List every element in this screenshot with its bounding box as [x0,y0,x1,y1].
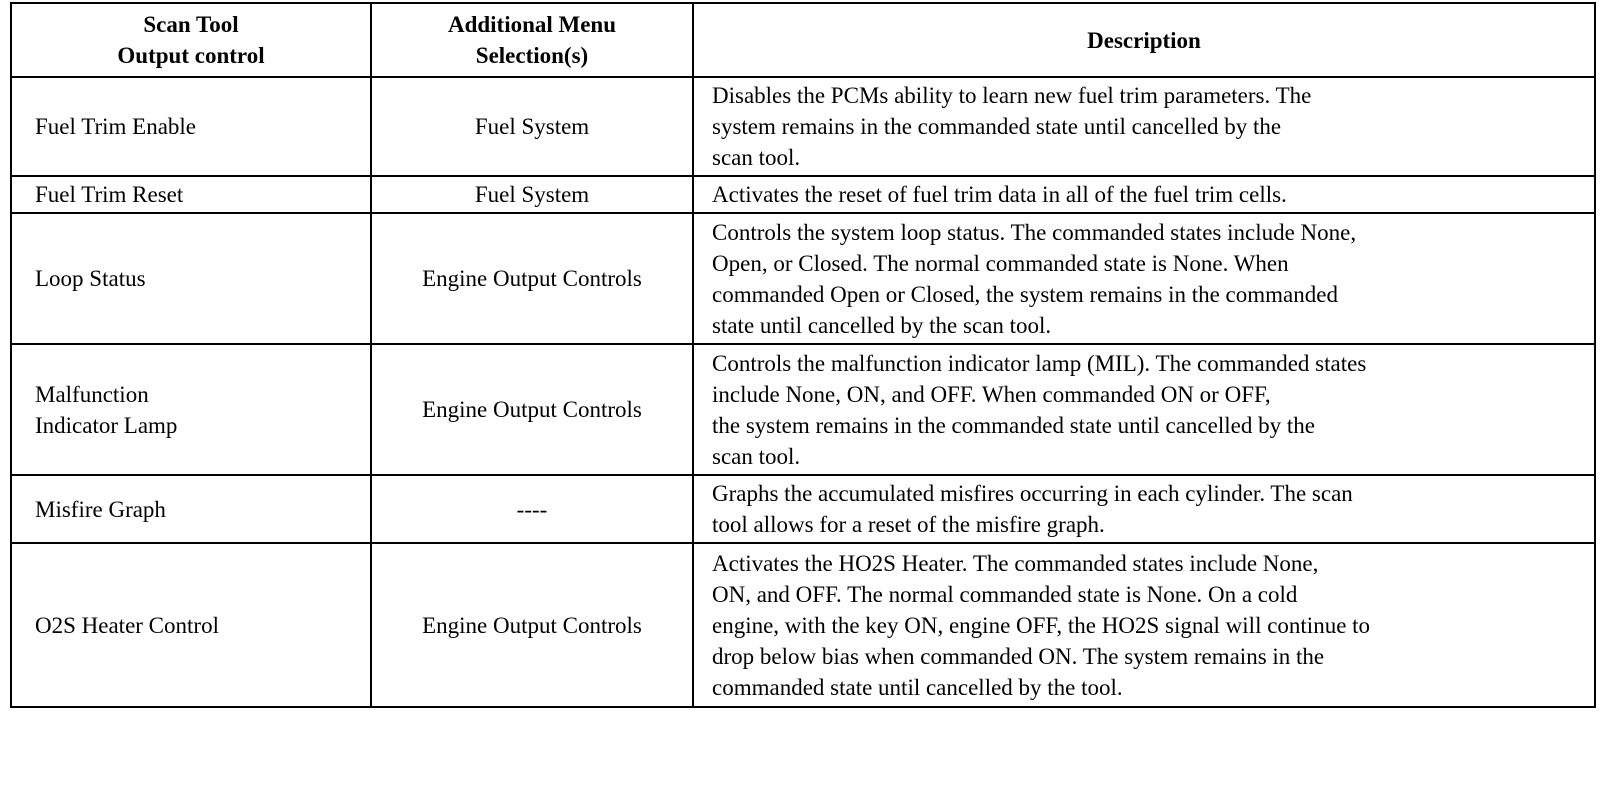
cell-description [693,475,1595,543]
cell-line: Malfunction [35,381,149,407]
cell-output-control [11,475,371,543]
header-line: Description [1087,27,1201,53]
table-row [11,543,1595,707]
cell-line: Open, or Closed. The normal commanded state is None. When [712,250,1289,276]
cell-line: commanded state until cancelled by the tool. [712,674,1123,700]
header-line: Selection(s) [475,43,589,68]
cell-line: Disables the PCMs ability to learn new fuel trim parameters. The [712,83,1312,108]
header-menu-selection [371,3,693,77]
table-row [11,475,1595,543]
cell-output-control [11,213,371,344]
cell-line: engine, with the key ON, engine OFF, the HO2S signal will continue to [712,612,1371,638]
cell-description [693,543,1595,707]
cell-menu-selection: ---- [371,475,693,543]
header-description [693,3,1595,77]
header-line: Scan Tool [143,12,239,37]
cell-line: the system remains in the commanded state until cancelled by the [712,412,1315,438]
cell-menu-selection: Engine Output Controls [371,213,693,344]
cell-line: Controls the malfunction indicator lamp (MIL). The commanded states [712,350,1367,376]
cell-line: commanded Open or Closed, the system remains in the commanded [712,281,1338,307]
cell-line: O2S Heater Control [35,612,219,638]
cell-line: ON, and OFF. The normal commanded state is None. On a cold [712,581,1298,607]
header-line: Additional Menu [447,12,617,37]
cell-menu-selection: Fuel System [371,77,693,176]
cell-line: scan tool. [712,443,801,469]
cell-line: tool allows for a reset of the misfire graph. [712,512,1105,537]
table-header-row [11,3,1595,77]
cell-line: state until cancelled by the scan tool. [712,312,1052,338]
header-line: Output control [117,43,265,68]
cell-line: include None, ON, and OFF. When commanded ON or OFF, [712,381,1271,407]
table-row [11,213,1595,344]
cell-line: Activates the HO2S Heater. The commanded states include None, [712,550,1319,576]
output-control-table [10,2,1596,708]
cell-description [693,176,1595,213]
cell-line: Graphs the accumulated misfires occurring in each cylinder. The scan [712,481,1353,506]
cell-menu-selection: Engine Output Controls [371,344,693,475]
cell-menu-selection: Engine Output Controls [371,543,693,707]
cell-line: Controls the system loop status. The commanded states include None, [712,219,1357,245]
table-row [11,77,1595,176]
cell-line: scan tool. [712,145,801,170]
cell-menu-selection: Fuel System [371,176,693,213]
cell-line: Activates the reset of fuel trim data in all of the fuel trim cells. [712,182,1287,207]
cell-description [693,213,1595,344]
cell-line: Fuel Trim Enable [35,114,197,139]
cell-line: drop below bias when commanded ON. The system remains in the [712,643,1325,669]
cell-description [693,77,1595,176]
document-page [10,2,1594,708]
cell-line: Indicator Lamp [35,412,178,438]
cell-line: Loop Status [35,266,146,291]
table-row [11,344,1595,475]
cell-line: Misfire Graph [35,496,166,522]
table-row [11,176,1595,213]
cell-line: system remains in the commanded state until cancelled by the [712,114,1282,139]
cell-output-control [11,543,371,707]
cell-output-control [11,344,371,475]
cell-description [693,344,1595,475]
cell-output-control [11,77,371,176]
cell-line: Fuel Trim Reset [35,182,184,207]
cell-output-control [11,176,371,213]
header-output-control [11,3,371,77]
